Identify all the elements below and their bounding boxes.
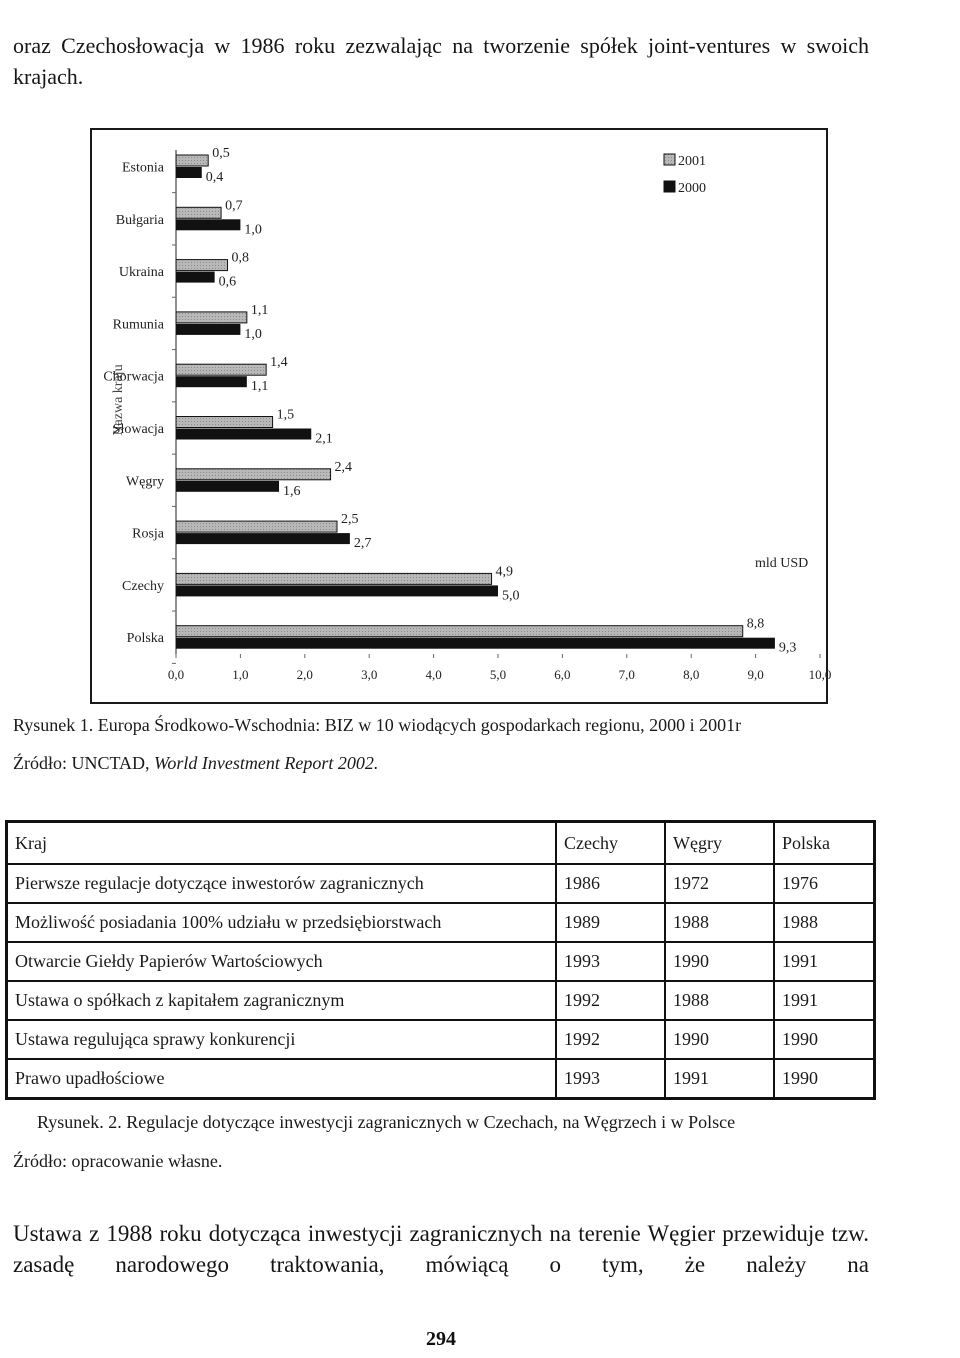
bar-2001-ukraina: [176, 260, 228, 271]
figure-1-source-title: World Investment Report 2002.: [154, 753, 379, 773]
table-row: [7, 864, 875, 903]
value-label-2000-chorwacja: 1,1: [250, 379, 269, 395]
x-tick-label: 9,0: [747, 667, 764, 682]
value-label-2000-estonia: 0,4: [205, 170, 224, 185]
bar-2001-polska: [176, 626, 743, 637]
bar-2000-czechy: [176, 585, 498, 596]
x-tick-label: 4,0: [425, 667, 442, 682]
header-country: Kraj: [7, 822, 557, 865]
x-tick-label: 8,0: [683, 667, 700, 682]
cell-polska: 1990: [774, 1020, 875, 1059]
value-label-2001-ukraina: 0,8: [231, 250, 250, 266]
unit-label: mld USD: [755, 556, 809, 571]
bar-2000-słowacja: [176, 429, 311, 440]
value-label-2001-węgry: 2,4: [334, 459, 353, 475]
cell-czechy: 1993: [556, 942, 665, 981]
table-header-row: [7, 822, 875, 865]
header-polska: Polska: [774, 822, 875, 865]
fdi-bar-chart: [90, 128, 832, 704]
value-label-2000-węgry: 1,6: [283, 483, 301, 499]
category-label-chorwacja: Chorwacja: [103, 369, 164, 385]
row-label: Otwarcie Giełdy Papierów Wartościowych: [7, 942, 557, 981]
x-tick-label: 5,0: [489, 667, 507, 682]
cell-czechy: 1992: [556, 1020, 665, 1059]
bar-2001-bułgaria: [176, 207, 221, 218]
value-label-2000-bułgaria: 1,0: [244, 222, 262, 238]
table-row: [7, 903, 875, 942]
row-label: Pierwsze regulacje dotyczące inwestorów zagranicznych: [7, 864, 557, 903]
x-tick-label: 7,0: [618, 667, 635, 682]
intro-paragraph: oraz Czechosłowacja w 1986 roku zezwalając na tworzenie spółek joint-ventures w swoich krajach.: [13, 33, 869, 89]
bar-2000-ukraina: [176, 272, 215, 283]
x-tick-label: 1,0: [232, 667, 249, 682]
x-tick-label: 3,0: [361, 667, 378, 682]
cell-czechy: 1986: [556, 864, 665, 903]
category-label-rosja: Rosja: [132, 526, 164, 542]
cell-wegry: 1988: [665, 981, 774, 1020]
cell-wegry: 1988: [665, 903, 774, 942]
value-label-2001-bułgaria: 0,7: [225, 198, 243, 214]
bar-2001-rosja: [176, 521, 337, 532]
cell-polska: 1991: [774, 942, 875, 981]
category-label-węgry: Węgry: [125, 474, 164, 490]
y-axis-title: Nazwa kraju: [111, 364, 126, 436]
table-row: [7, 1020, 875, 1059]
value-label-2000-rumunia: 1,0: [244, 326, 262, 342]
bar-2001-słowacja: [176, 417, 273, 428]
figure-1-source: [13, 753, 378, 774]
table-row: [7, 1059, 875, 1099]
row-label: Ustawa regulująca sprawy konkurencji: [7, 1020, 557, 1059]
header-czechy: Czechy: [556, 822, 665, 865]
category-label-polska: Polska: [126, 631, 164, 647]
bar-2000-chorwacja: [176, 376, 247, 387]
cell-czechy: 1989: [556, 903, 665, 942]
legend-swatch-2000: [664, 181, 675, 192]
category-label-słowacja: Słowacja: [112, 422, 164, 437]
bar-2000-polska: [176, 638, 775, 649]
row-label: Ustawa o spółkach z kapitałem zagranicznym: [7, 981, 557, 1020]
category-label-rumunia: Rumunia: [112, 317, 164, 333]
value-label-2001-rumunia: 1,1: [250, 302, 269, 318]
bar-2001-estonia: [176, 155, 208, 166]
bar-2000-bułgaria: [176, 219, 240, 230]
bar-2000-rosja: [176, 533, 350, 544]
value-label-2000-ukraina: 0,6: [218, 274, 237, 290]
value-label-2001-rosja: 2,5: [341, 512, 359, 528]
value-label-2000-czechy: 5,0: [502, 588, 520, 604]
cell-wegry: 1972: [665, 864, 774, 903]
closing-paragraph: Ustawa z 1988 roku dotycząca inwestycji zagranicznych na terenie Węgier przewiduje tzw. zasadę narodowego traktowania, mówiącą o tym, że należy na: [13, 1221, 869, 1277]
value-label-2001-estonia: 0,5: [212, 146, 230, 161]
bar-2001-czechy: [176, 573, 492, 584]
value-label-2000-rosja: 2,7: [353, 536, 372, 552]
category-label-bułgaria: Bułgaria: [115, 212, 164, 228]
figure-2-caption: Rysunek. 2. Regulacje dotyczące inwestycji zagranicznych w Czechach, na Węgrzech i w Polsce: [37, 1112, 736, 1132]
category-label-estonia: Estonia: [122, 160, 164, 176]
legend-swatch-2001: [664, 154, 675, 165]
cell-wegry: 1990: [665, 942, 774, 981]
bar-2000-estonia: [176, 167, 202, 178]
legend-label-2000: 2000: [678, 181, 706, 196]
value-label-2000-słowacja: 2,1: [315, 431, 333, 447]
legend-label-2001: 2001: [678, 154, 706, 169]
category-label-czechy: Czechy: [122, 578, 164, 594]
cell-czechy: 1993: [556, 1059, 665, 1099]
figure-1-caption: Rysunek 1. Europa Środkowo-Wschodnia: BIZ w 10 wiodących gospodarkach regionu, 2000 i 2001r: [13, 715, 742, 735]
row-label: Prawo upadłościowe: [7, 1059, 557, 1099]
category-label-ukraina: Ukraina: [118, 265, 164, 281]
table-row: [7, 942, 875, 981]
value-label-2001-polska: 8,8: [746, 616, 765, 632]
figure-2-source: Źródło: opracowanie własne.: [13, 1151, 223, 1171]
bar-2000-rumunia: [176, 324, 240, 335]
value-label-2001-słowacja: 1,5: [276, 407, 295, 423]
regulations-table: [5, 820, 876, 1100]
bar-2000-węgry: [176, 481, 279, 492]
bar-2001-rumunia: [176, 312, 247, 323]
header-wegry: Węgry: [665, 822, 774, 865]
bar-2001-chorwacja: [176, 364, 266, 375]
value-label-2000-polska: 9,3: [778, 640, 797, 656]
chart-canvas: [92, 130, 832, 702]
cell-polska: 1991: [774, 981, 875, 1020]
bar-2001-węgry: [176, 469, 331, 480]
value-label-2001-chorwacja: 1,4: [270, 355, 288, 371]
row-label: Możliwość posiadania 100% udziału w przedsiębiorstwach: [7, 903, 557, 942]
x-tick-label: 2,0: [296, 667, 313, 682]
cell-czechy: 1992: [556, 981, 665, 1020]
page-number: 294: [426, 1328, 456, 1350]
cell-wegry: 1991: [665, 1059, 774, 1099]
cell-polska: 1988: [774, 903, 875, 942]
table-row: [7, 981, 875, 1020]
figure-1-source-prefix: Źródło: UNCTAD,: [13, 753, 155, 773]
value-label-2001-czechy: 4,9: [495, 564, 514, 580]
x-tick-label: 10,0: [808, 667, 832, 682]
x-tick-label: 0,0: [167, 667, 185, 682]
cell-polska: 1976: [774, 864, 875, 903]
x-tick-label: 6,0: [554, 667, 571, 682]
cell-polska: 1990: [774, 1059, 875, 1099]
cell-wegry: 1990: [665, 1020, 774, 1059]
